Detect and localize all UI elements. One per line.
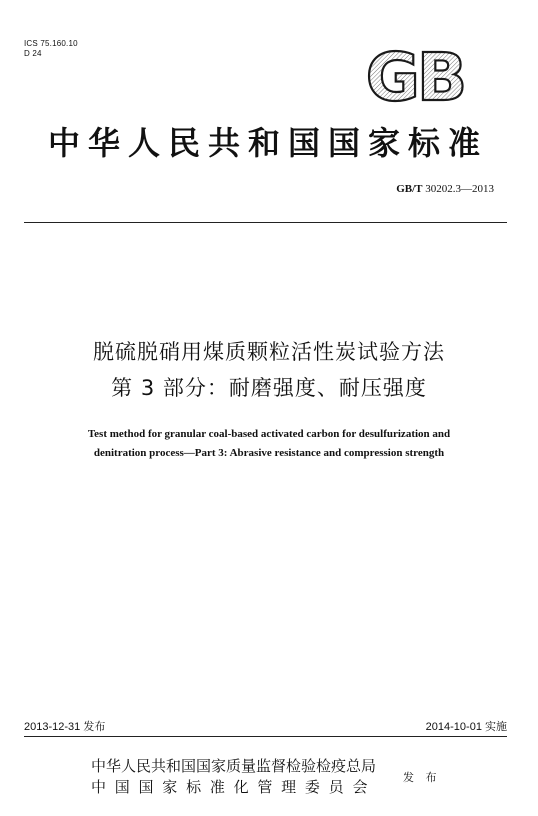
ics-code: ICS 75.160.10 (24, 39, 78, 48)
en-title-line1: Test method for granular coal-based activated carbon for desulfurization and (87, 428, 451, 440)
implement-date: 2014-10-01 实施 (425, 721, 507, 733)
issuer-aqsiq: 中华人民共和国国家质量监督检验检疫总局 (91, 757, 377, 775)
cn-title-line1: 脱硫脱硝用煤质颗粒活性炭试验方法 (93, 340, 445, 364)
ics-classification (24, 39, 78, 59)
gb-logo-text: GB (365, 44, 465, 106)
top-divider (24, 222, 507, 223)
standard-number-value: 30202.3—2013 (425, 183, 494, 195)
en-title-line2: denitration process—Part 3: Abrasive resistance and compression strength (93, 447, 445, 459)
issuer-sac: 中 国 国 家 标 准 化 管 理 委 员 会 (91, 778, 370, 796)
standard-number (396, 183, 494, 195)
publish-date: 2013-12-31 发布 (24, 721, 106, 733)
standard-prefix: GB/T (396, 183, 423, 195)
ccs-code: D 24 (24, 49, 42, 58)
cn-title-line2: 第 3 部分：耐磨强度、耐压强度 (111, 376, 427, 400)
standard-type-heading: 中华人民共和国国家标准 (47, 124, 488, 162)
bottom-divider (24, 736, 507, 737)
issue-label: 发 布 (403, 771, 441, 784)
gb-logo (356, 44, 474, 106)
